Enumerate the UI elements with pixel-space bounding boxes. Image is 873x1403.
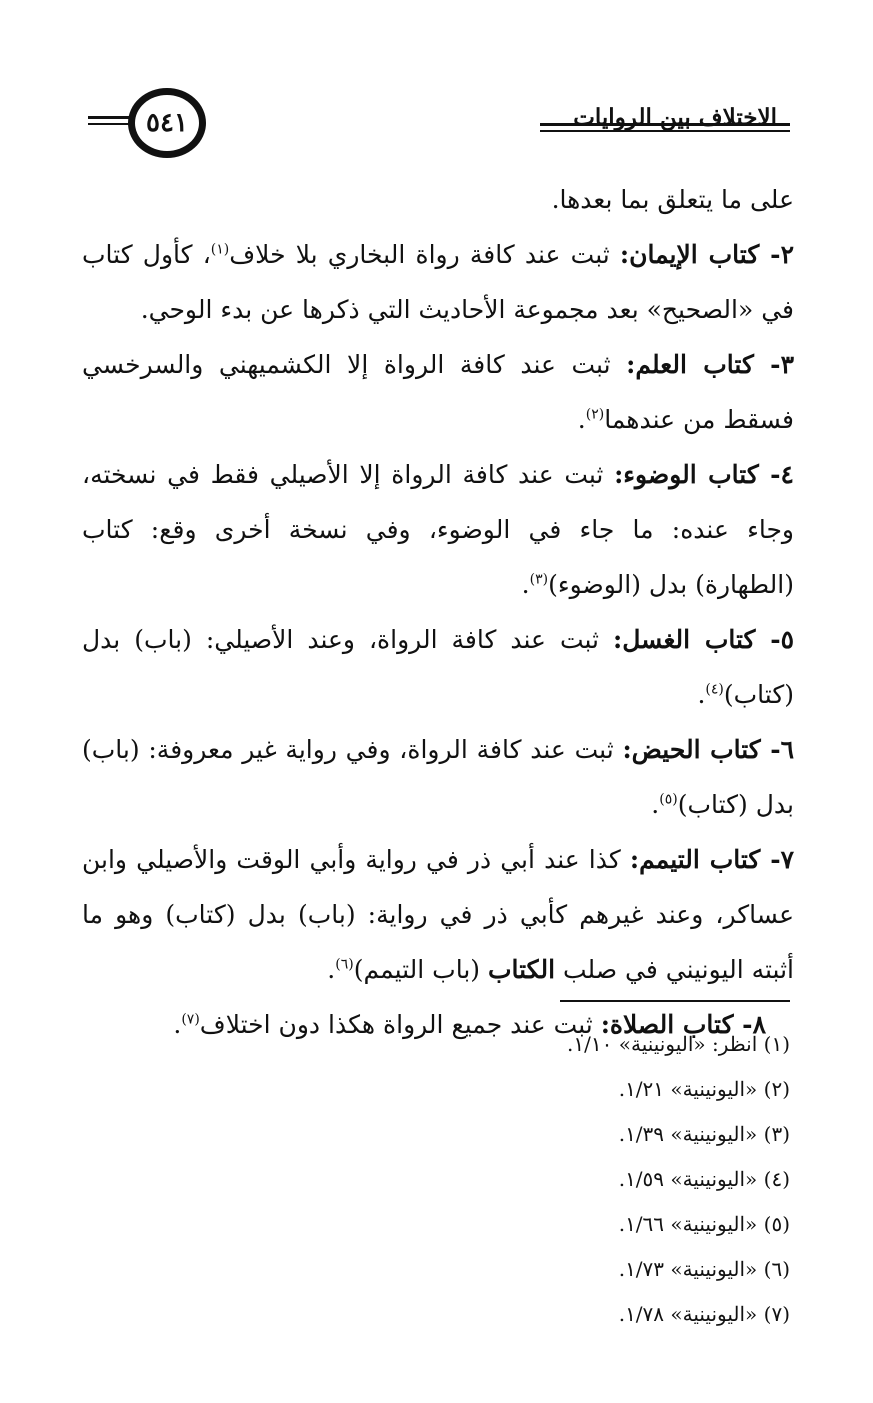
paragraph-text: ثبت عند كافة الرواة، وعند الأصيلي: (باب) بدل (كتاب) <box>82 625 794 709</box>
paragraph-text: ثبت عند كافة الرواة إلا الكشميهني والسرخسي فسقط من عندهما <box>82 350 794 434</box>
paragraph-text: ثبت عند كافة رواة البخاري بلا خلاف <box>229 240 620 269</box>
page-header <box>0 0 873 180</box>
footnote-ref[interactable]: (٥) <box>659 791 678 808</box>
paragraph-heading: ٣- كتاب العلم: <box>626 350 794 379</box>
footnote-4: (٤) «اليونينية» ١/٥٩. <box>618 1167 790 1191</box>
paragraph-text: (باب التيمم) <box>353 955 488 984</box>
paragraph-0 <box>82 172 794 227</box>
paragraph-text: ثبت عند كافة الرواة، وفي رواية غير معروفة: (باب) بدل (كتاب) <box>82 735 794 819</box>
paragraph-heading: ٥- كتاب الغسل: <box>613 625 795 654</box>
footnote-6: (٦) «اليونينية» ١/٧٣. <box>618 1257 790 1281</box>
footnote-divider <box>560 1000 790 1002</box>
running-title: الاختلاف بين الروايات <box>573 104 777 131</box>
paragraph-3 <box>82 447 794 612</box>
footnote-ref[interactable]: (٢) <box>585 406 605 423</box>
page-number: ٥٤١ <box>128 88 206 158</box>
paragraph-heading: ٧- كتاب التيمم: <box>629 845 795 874</box>
paragraph-text: . <box>521 570 530 599</box>
paragraph-text: ثبت عند كافة الرواة إلا الأصيلي فقط في نسخته، وجاء عنده: ما جاء في الوضوء، وفي نسخة أخرى وقع: كتاب (الطهارة) بدل (الوضوء) <box>82 460 794 599</box>
paragraph-text: على ما يتعلق بما بعدها. <box>551 185 794 214</box>
paragraph-text: . <box>697 680 706 709</box>
paragraph-heading: ٦- كتاب الحيض: <box>622 735 795 764</box>
footnote-2: (٢) «اليونينية» ١/٢١. <box>618 1077 790 1101</box>
footnote-7: (٧) «اليونينية» ١/٧٨. <box>618 1302 790 1326</box>
paragraph-heading: ٤- كتاب الوضوء: <box>614 460 794 489</box>
paragraph-heading: ٨- كتاب الصلاة: <box>600 1010 766 1039</box>
paragraph-2 <box>82 337 794 447</box>
paragraph-text: كذا عند أبي ذر في رواية وأبي الوقت والأصيلي وابن عساكر، وعند غيرهم كأبي ذر في رواية: (باب) بدل (كتاب) وهو ما أثبته اليونيني في صلب <box>82 845 794 984</box>
paragraph-text: ، كأول كتاب في «الصحيح» بعد مجموعة الأحاديث التي ذكرها عن بدء الوحي. <box>82 240 794 324</box>
paragraph-emphasis: الكتاب <box>487 955 556 984</box>
footnote-ref[interactable]: (٣) <box>529 571 549 588</box>
paragraph-text: ثبت عند جميع الرواة هكذا دون اختلاف <box>199 1010 601 1039</box>
footnote-1: (١) انظر: «اليونينية» ١/١٠. <box>567 1032 790 1056</box>
footnote-ref[interactable]: (١) <box>210 241 230 258</box>
paragraph-1 <box>82 227 794 337</box>
paragraph-6 <box>82 832 794 997</box>
footnotes <box>400 1022 790 1337</box>
footnote-3: (٣) «اليونينية» ١/٣٩. <box>618 1122 790 1146</box>
paragraph-text: . <box>173 1010 182 1039</box>
paragraph-heading: ٢- كتاب الإيمان: <box>619 240 794 269</box>
footnote-ref[interactable]: (٧) <box>181 1011 200 1028</box>
paragraph-text: . <box>577 405 586 434</box>
paragraph-4 <box>82 612 794 722</box>
paragraph-5 <box>82 722 794 832</box>
footnote-5: (٥) «اليونينية» ١/٦٦. <box>618 1212 790 1236</box>
footnote-ref[interactable]: (٤) <box>705 681 724 698</box>
main-text <box>82 172 794 1052</box>
paragraph-text: . <box>651 790 660 819</box>
paragraph-text: . <box>327 955 336 984</box>
footnote-ref[interactable]: (٦) <box>335 956 354 973</box>
